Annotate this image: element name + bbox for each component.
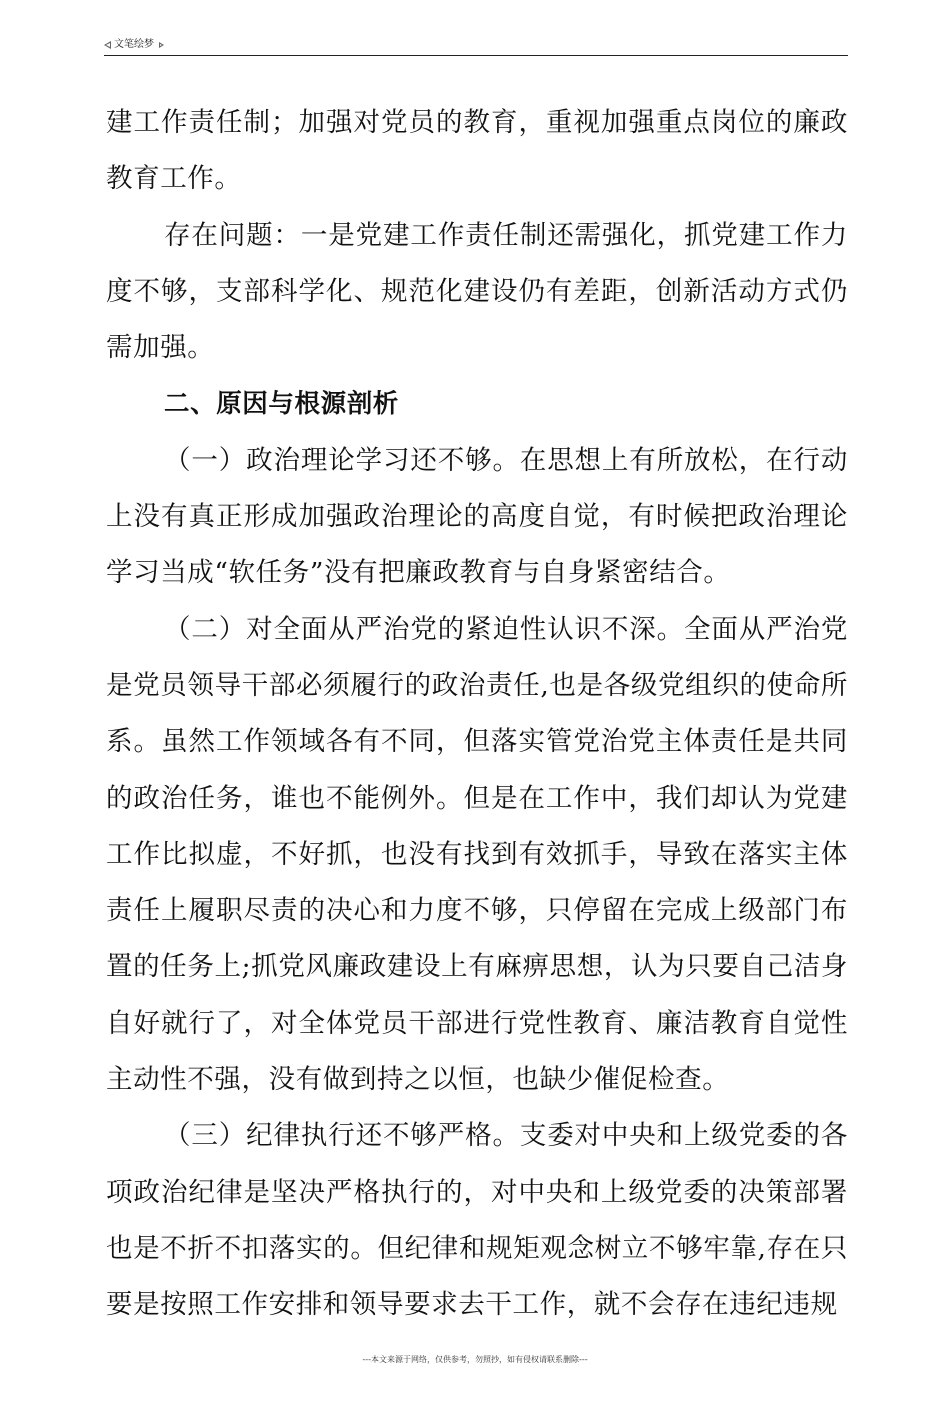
paragraph-continuation: 建工作责任制；加强对党员的教育，重视加强重点岗位的廉政教育工作。 [106, 107, 848, 195]
section-heading-causes: 二、原因与根源剖析 [164, 389, 399, 420]
right-triangle-icon [159, 42, 164, 48]
document-body [106, 95, 848, 1334]
paragraph-cause-2: （二）对全面从严治党的紧迫性认识不深。全面从严治党是党员领导干部必须履行的政治责任,也是各级党组织的使命所系。虽然工作领域各有不同，但落实管党治党主体责任是共同的政治任务，谁也不能例外。但是在工作中，我们却认为党建工作比拟虚，不好抓，也没有找到有效抓手，导致在落实主体责任上履职尽责的决心和力度不够，只停留在完成上级部门布置的任务上;抓党风廉政建设上有麻痹思想，认为只要自己洁身自好就行了，对全体党员干部进行党性教育、廉洁教育自觉性主动性不强，没有做到持之以恒，也缺少催促检查。 [106, 613, 848, 1096]
page-footer-disclaimer: ---本文来源于网络，仅供参考，勿照抄，如有侵权请联系删除--- [362, 1355, 588, 1364]
header-divider [104, 55, 848, 56]
paragraph-existing-problems: 存在问题：一是党建工作责任制还需强化，抓党建工作力度不够，支部科学化、规范化建设仍有差距，创新活动方式仍需加强。 [106, 219, 848, 364]
paragraph-cause-1: （一）政治理论学习还不够。在思想上有所放松，在行动上没有真正形成加强政治理论的高度自觉，有时候把政治理论学习当成“软任务”没有把廉政教育与自身紧密结合。 [106, 444, 848, 589]
page-header [104, 38, 164, 52]
paragraph-cause-3: （三）纪律执行还不够严格。支委对中央和上级党委的各项政治纪律是坚决严格执行的，对中央和上级党委的决策部署也是不折不扣落实的。但纪律和规矩观念树立不够牢靠,存在只要是按照工作安排和领导要求去干工作，就不会存在违纪违规 [106, 1120, 848, 1321]
header-label: 文笔绘梦 [114, 39, 154, 50]
left-triangle-icon [104, 41, 111, 49]
